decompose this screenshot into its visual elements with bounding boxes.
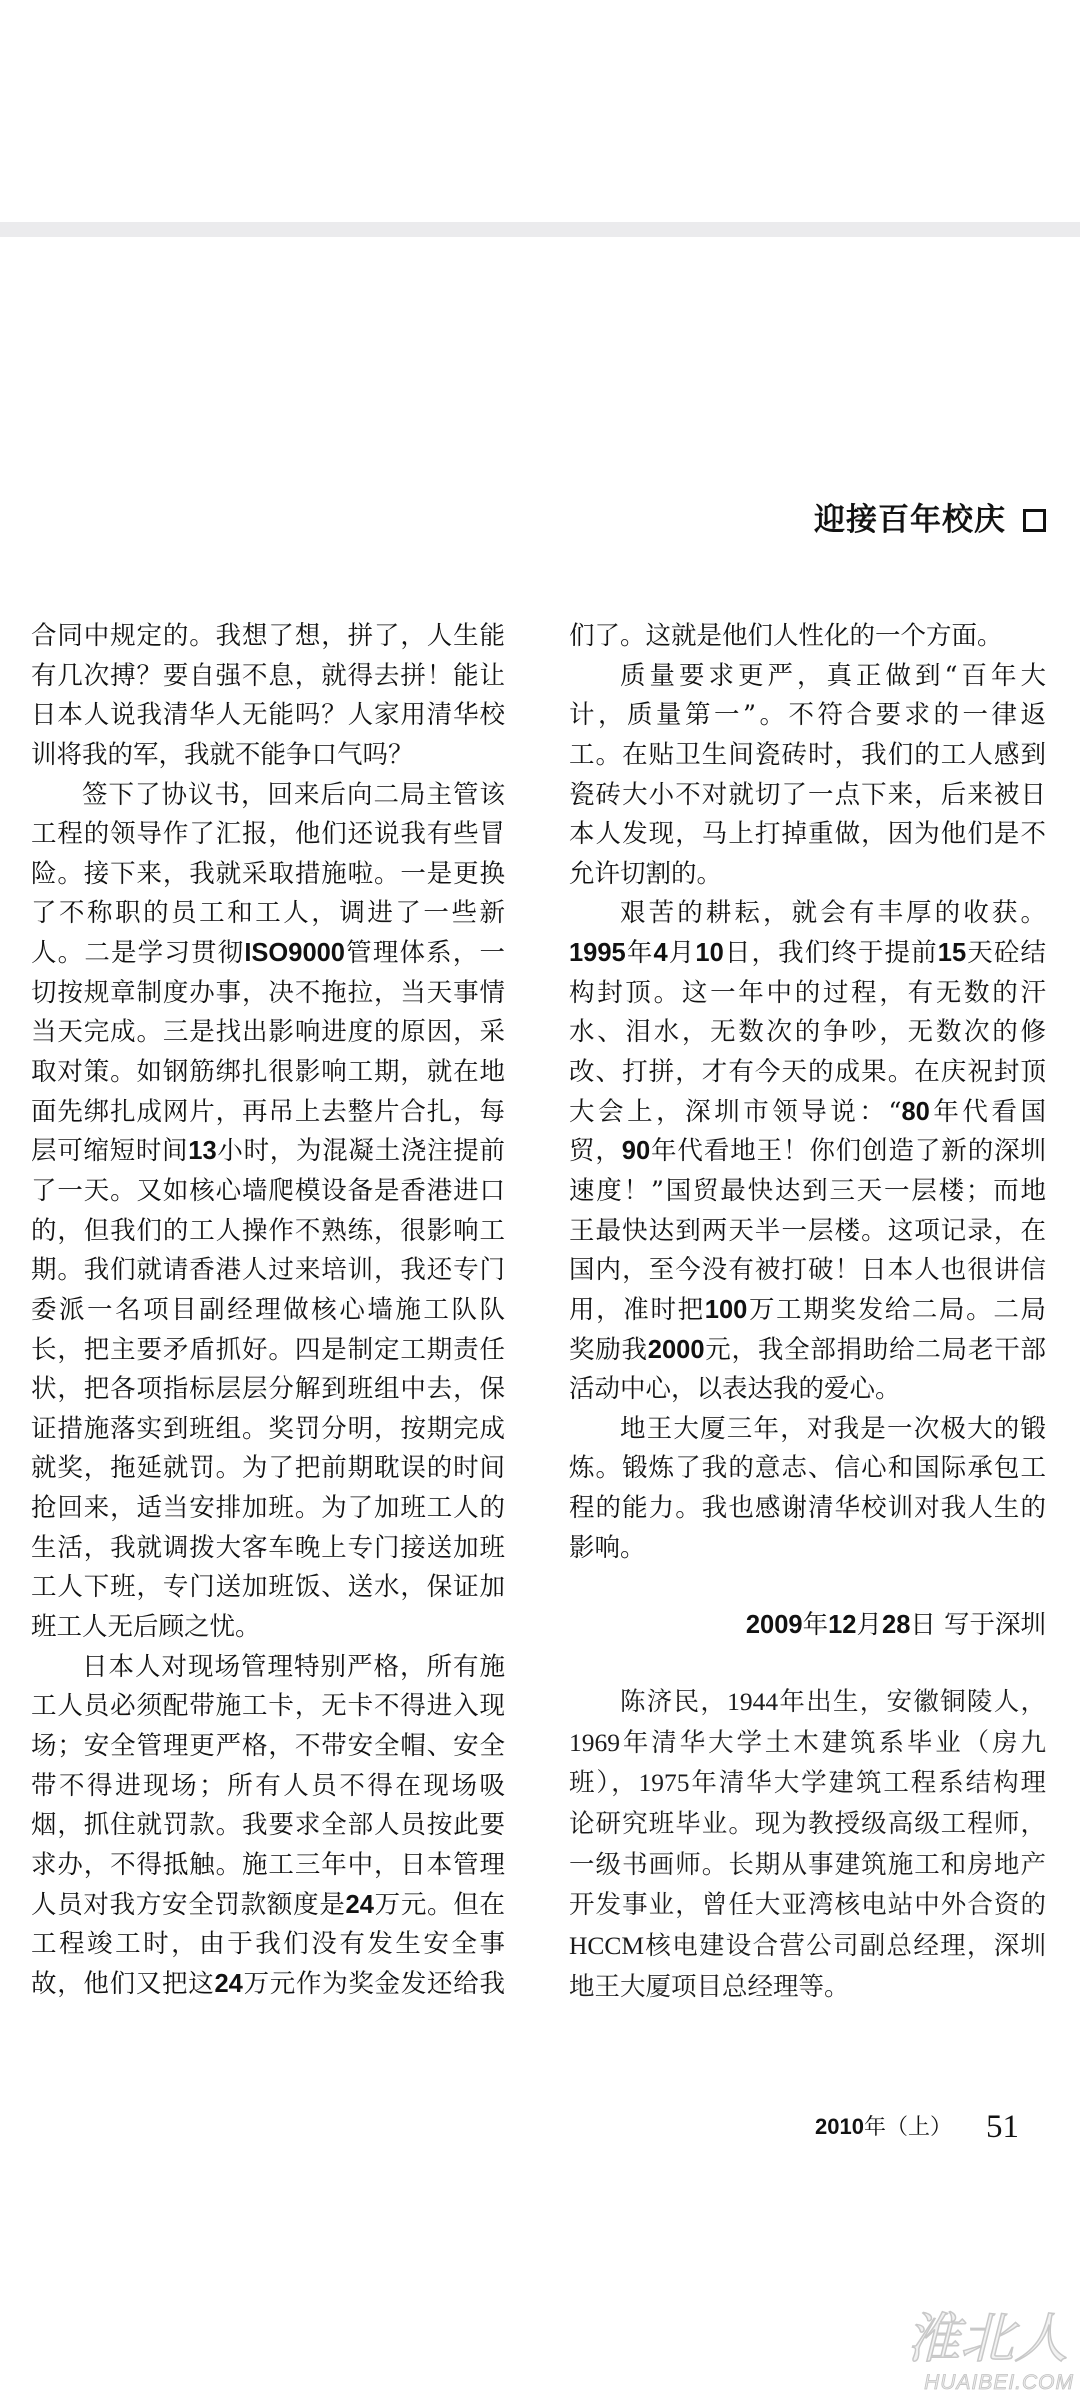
text-line [569,1489,1046,1529]
text-line [569,1093,1046,1133]
text-run: 计，质量第一”。不符合要求的一律返 [569,700,1046,731]
text-run: 证措施落实到班组。奖罚分明，按期完成 [31,1413,505,1444]
text-line [31,1846,505,1886]
text-line [31,1212,505,1252]
page-number: 51 [986,2109,1019,2145]
text-run: 年代看地王！你们创造了新的深圳 [650,1136,1046,1167]
text-run: 求办，不得抵触。施工三年中，日本管理 [31,1849,505,1880]
text-run: HCCM核电建设合营公司副总经理，深圳 [569,1931,1046,1961]
text-line [569,934,1046,974]
text-run: 允许切割的。 [569,858,723,889]
text-run: 万元。但在 [373,1889,505,1920]
right-column [569,617,1046,1568]
text-run: 了不称职的员工和工人，调进了一些新 [31,898,505,929]
text-line [31,894,505,934]
text-run: 地王大厦三年，对我是一次极大的锻 [620,1413,1046,1444]
text-run: 速度！”国贸最快达到三天一层楼；而地 [569,1175,1046,1206]
header-square-icon [1023,509,1046,532]
bold-number: 10 [695,939,724,968]
text-run: 万元作为奖金发还给我 [242,1968,505,1999]
text-line [569,1053,1046,1093]
text-run: 炼。锻炼了我的意志、信心和国际承包工 [569,1453,1046,1484]
text-run: 影响。 [569,1532,646,1563]
bold-number: 2010 [815,2114,864,2139]
text-line [569,657,1046,697]
text-run: 期。我们就请香港人过来培训，我还专门 [31,1255,505,1286]
text-line [31,1886,505,1926]
text-line [31,1687,505,1727]
text-line [569,1723,1046,1764]
text-run: 奖励我 [569,1334,648,1365]
text-run: 贸， [569,1136,622,1167]
text-run: 用，准时把 [569,1294,705,1325]
text-line [569,974,1046,1014]
text-line [31,855,505,895]
paragraph [569,1410,1046,1569]
text-run: 工程的领导作了汇报，他们还说我有些冒 [31,819,505,850]
watermark-logo: 淮北人 [906,2307,1068,2370]
text-run: 当天完成。三是找出影响进度的原因，采 [31,1017,505,1048]
author-bio [569,1682,1046,2008]
text-run: 生活，我就调拨大客车晚上专门接送加班 [31,1532,505,1563]
text-line [569,1804,1046,1845]
text-line [31,1568,505,1608]
text-run: 烟，抓住就罚款。我要求全部人员按此要 [31,1810,505,1841]
text-run: 人员对我方安全罚款额度是 [31,1889,346,1920]
text-run: 工。在贴卫生间瓷砖时，我们的工人感到 [569,739,1046,770]
text-run: 质量要求更严，真正做到“百年大 [620,660,1046,691]
text-line [31,934,505,974]
text-line [31,1489,505,1529]
text-run: 小时，为混凝土浇注提前 [216,1136,505,1167]
text-run: 程的能力。我也感谢清华校训对我人生的 [569,1493,1046,1524]
text-line [569,1212,1046,1252]
text-run: 的，但我们的工人操作不熟练，很影响工 [31,1215,505,1246]
text-line [31,1291,505,1331]
text-run: 有几次搏？要自强不息，就得去拼！能让 [31,660,505,691]
text-run: 日 写于深圳 [910,1610,1046,1640]
text-line [569,736,1046,776]
text-run: 人。二是学习贯彻 [31,938,245,969]
text-run: 活动中心，以表达我的爱心。 [569,1374,901,1405]
text-run: 险。接下来，我就采取措施啦。一是更换 [31,858,505,889]
bold-number: 90 [621,1137,651,1166]
text-line [31,617,505,657]
text-run: 班工人无后顾之忧。 [31,1612,261,1643]
text-run: 1969年清华大学土木建筑系毕业（房九 [569,1727,1046,1757]
text-run: 万工期奖发给二局。二局 [747,1294,1046,1325]
text-line [569,1013,1046,1053]
text-run: 地王大厦项目总经理等。 [569,1971,850,2001]
text-line [31,1053,505,1093]
text-run: 签下了协议书，回来后向二局主管该 [82,779,505,810]
paragraph [569,1682,1046,2008]
text-run: 改、打拼，才有今天的成果。在庆祝封顶 [569,1057,1046,1088]
text-run: 管理体系，一 [344,938,505,969]
text-line [569,894,1046,934]
text-run: 论研究班毕业。现为教授级高级工程师， [569,1809,1046,1839]
text-line [31,1172,505,1212]
text-run: 日本人对现场管理特别严格，所有施 [82,1651,505,1682]
text-line [31,1529,505,1569]
text-run: 训将我的军，我就不能争口气吗？ [31,739,414,770]
header-title: 迎接百年校庆 [814,502,1006,538]
text-line [31,657,505,697]
text-run: 合同中规定的。我想了想，拼了，人生能 [31,621,505,651]
bold-number: 13 [188,1137,217,1166]
text-line [569,776,1046,816]
bold-number: 4 [653,939,668,968]
paragraph [569,657,1046,895]
text-run: 了一天。又如核心墙爬模设备是香港进口 [31,1175,505,1206]
text-run: 艰苦的耕耘，就会有丰厚的收获。 [620,898,1046,929]
text-run: 年代看国 [929,1096,1046,1127]
left-column [31,617,505,2004]
paragraph [569,617,1046,657]
text-run: 开发事业，曾任大亚湾核电站中外合资的 [569,1890,1046,1920]
text-line [31,1727,505,1767]
text-run: 场；安全管理更严格，不带安全帽、安全 [31,1730,505,1761]
text-line [569,1172,1046,1212]
text-line [569,1682,1046,1723]
text-run: 国内，至今没有被打破！日本人也很讲信 [569,1255,1046,1286]
text-line [31,1608,505,1648]
text-line [31,1648,505,1688]
text-line [569,1926,1046,1967]
bold-number: 80 [901,1097,930,1126]
text-run: 月 [856,1610,883,1640]
text-run: 年（上） [863,2115,952,2140]
text-line [31,1925,505,1965]
text-run: 带不得进现场；所有人员不得在现场吸 [31,1770,505,1801]
text-line [569,1331,1046,1371]
text-line [569,1845,1046,1886]
text-run: 状，把各项指标层层分解到班组中去，保 [31,1374,505,1405]
text-run: 委派一名项目副经理做核心墙施工队队 [31,1294,505,1325]
paragraph [31,617,505,776]
text-line [31,776,505,816]
text-line [569,617,1046,657]
text-line [31,1449,505,1489]
text-run: 本人发现，马上打掉重做，因为他们是不 [569,819,1046,850]
text-run: 王最快达到两天半一层楼。这项记录，在 [569,1215,1046,1246]
text-line [569,855,1046,895]
text-line [569,1763,1046,1804]
text-run: 月 [667,938,696,969]
page-header [814,500,1046,540]
text-line [569,1410,1046,1450]
text-line [31,1093,505,1133]
text-run: 长，把主要矛盾抓好。四是制定工期责任 [31,1334,505,1365]
text-run: 取对策。如钢筋绑扎很影响工期，就在地 [31,1057,505,1088]
text-line [31,815,505,855]
text-run: 面先绑扎成网片，再吊上去整片合扎，每 [31,1096,505,1127]
text-line [31,974,505,1014]
bold-number: 15 [937,939,967,968]
bold-number: 28 [882,1611,911,1639]
signature-line [746,1605,1046,1645]
text-run: 班），1975年清华大学建筑工程系结构理 [569,1768,1046,1798]
text-run: 日本人说我清华人无能吗？人家用清华校 [31,700,505,731]
text-line [569,1370,1046,1410]
text-line [31,1806,505,1846]
text-run: 就奖，拖延就罚。为了把前期耽误的时间 [31,1453,505,1484]
text-line [31,736,505,776]
text-run: 故，他们又把这 [31,1968,215,1999]
text-run: 年 [625,938,654,969]
text-line [31,1013,505,1053]
text-run: 工人员必须配带施工卡，无卡不得进入现 [31,1691,505,1722]
text-run: 工人下班，专门送加班饭、送水，保证加 [31,1572,505,1603]
bold-number: 100 [704,1295,748,1324]
text-run: 瓷砖大小不对就切了一点下来，后来被日 [569,779,1046,810]
text-line [31,1251,505,1291]
text-line [31,1132,505,1172]
text-run: 天砼结 [966,938,1046,969]
bold-number: ISO9000 [244,939,345,968]
text-line [569,1449,1046,1489]
footer-issue [815,2107,952,2148]
text-run: 水、泪水，无数次的争吵，无数次的修 [569,1017,1046,1048]
bold-number: 24 [214,1969,243,1998]
text-line [569,696,1046,736]
text-line [31,696,505,736]
text-line [569,815,1046,855]
text-line [31,1331,505,1371]
bold-number: 2000 [647,1335,705,1364]
text-run: 年 [802,1610,829,1640]
text-run: 日，我们终于提前 [723,938,938,969]
text-line [569,1132,1046,1172]
bold-number: 12 [828,1611,857,1639]
text-run: 层可缩短时间 [31,1136,189,1167]
text-line [31,1410,505,1450]
bold-number: 1995 [569,939,626,968]
watermark-site: HUAIBEI.COM [924,2371,1074,2394]
paragraph [31,1648,505,2005]
text-run: 切按规章制度办事，决不拖拉，当天事情 [31,977,505,1008]
top-divider-band [0,222,1080,237]
paragraph [31,776,505,1648]
text-line [31,1767,505,1807]
text-run: 工程竣工时，由于我们没有发生安全事 [31,1929,505,1960]
text-line [569,1529,1046,1569]
bold-number: 2009 [745,1611,803,1639]
text-run: 抢回来，适当安排加班。为了加班工人的 [31,1493,505,1524]
text-line [31,1965,505,2005]
paragraph [569,894,1046,1409]
text-run: 陈济民，1944年出生，安徽铜陵人， [620,1687,1046,1716]
text-run: 一级书画师。长期从事建筑施工和房地产 [569,1849,1046,1879]
text-line [31,1370,505,1410]
text-run: 元，我全部捐助给二局老干部 [704,1334,1046,1365]
text-run: 大会上，深圳市领导说：“ [569,1096,902,1127]
text-line [569,1967,1046,2008]
text-line [569,1251,1046,1291]
bold-number: 24 [345,1890,374,1919]
text-line [569,1291,1046,1331]
text-run: 构封顶。这一年中的过程，有无数的汗 [569,977,1046,1008]
text-line [569,1885,1046,1926]
text-run: 们了。这就是他们人性化的一个方面。 [569,621,1003,651]
